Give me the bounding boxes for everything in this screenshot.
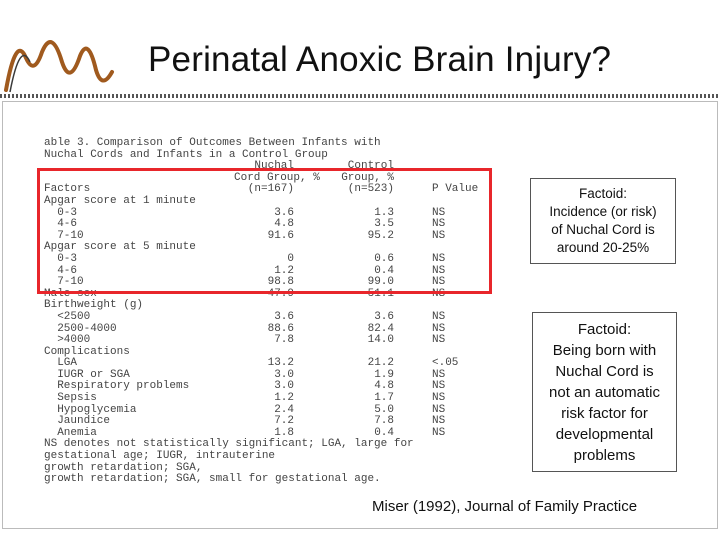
factoid-box-incidence [530, 178, 676, 264]
table-cell: 3.0 [274, 380, 294, 393]
table-cell: 0.4 [374, 264, 394, 277]
table-row [44, 324, 464, 336]
table-row [44, 300, 464, 312]
table-cell: NS [432, 392, 446, 405]
table-cell: 4-6 [44, 264, 78, 277]
table-cell: 3.5 [374, 218, 394, 231]
table-caption: able 3. Comparison of Outcomes Between Infants with [44, 137, 381, 149]
table-cell: 82.4 [367, 322, 394, 335]
table-cell: 0-3 [44, 252, 78, 265]
table-cell: IUGR or SGA [44, 368, 130, 381]
table-row [44, 312, 464, 324]
table-cell: 1.2 [274, 392, 294, 405]
table-cell: 1.2 [274, 264, 294, 277]
table-cell: 4.8 [374, 380, 394, 393]
table-row [44, 416, 464, 428]
table-footnote: NS denotes not statistically significant; LGA, large for [44, 438, 414, 451]
factoid-text: Factoid: Incidence (or risk) of Nuchal Cord is around 20-25% [549, 186, 657, 255]
citation: Miser (1992), Journal of Family Practice [372, 498, 638, 515]
table-cell: 88.6 [267, 322, 294, 335]
table-cell: 51.1 [367, 287, 394, 300]
table-cell: 95.2 [367, 229, 394, 242]
table-cell: NS [432, 276, 446, 289]
table-cell: NS [432, 368, 446, 381]
table-cell: 21.2 [367, 357, 394, 370]
table-cell: 91.6 [267, 229, 294, 242]
table-cell: NS [432, 264, 446, 277]
table-cell: 7.2 [274, 415, 294, 428]
table-footnote: growth retardation; SGA, [44, 461, 203, 474]
table-cell: NS [432, 415, 446, 428]
table-cell: 3.6 [374, 310, 394, 323]
table-cell: 5.0 [374, 403, 394, 416]
table-cell: NS [432, 380, 446, 393]
table-cell: Jaundice [44, 415, 111, 428]
table-cell: 2.4 [274, 403, 294, 416]
table-cell: Sepsis [44, 392, 97, 405]
table-cell: LGA [44, 357, 78, 370]
table-caption: Nuchal Cords and Infants in a Control Group [44, 148, 328, 161]
table-cell: Apgar score at 1 minute [44, 194, 196, 207]
table-row [44, 393, 464, 405]
table-cell: NS [432, 310, 446, 323]
table-cell: NS [432, 252, 446, 265]
table-cell: 1.7 [374, 392, 394, 405]
table-cell: 0-3 [44, 206, 78, 219]
table-cell: NS [432, 206, 446, 219]
table-cell: Birthweight (g) [44, 299, 144, 312]
table-cell: 1.3 [374, 206, 394, 219]
table-cell: NS [432, 426, 446, 439]
table-row [44, 335, 464, 347]
table-cell: 14.0 [367, 334, 394, 347]
table-cell: 0 [287, 252, 294, 265]
table-cell: 3.6 [274, 310, 294, 323]
table-cell: Respiratory problems [44, 380, 190, 393]
table-cell: 3.0 [274, 368, 294, 381]
table-cell: 2500-4000 [44, 322, 117, 335]
slide-title: Perinatal Anoxic Brain Injury? [148, 40, 612, 79]
table-cell: NS [432, 322, 446, 335]
table-row [44, 381, 464, 393]
table-cell: NS [432, 229, 446, 242]
table-cell: Hypoglycemia [44, 403, 137, 416]
factoid-text: Factoid: Being born with Nuchal Cord is not an automatic risk factor for developmental problems [549, 320, 660, 464]
table-cell: NS [432, 334, 446, 347]
table-footnote: growth retardation; SGA, small for gestational age. [44, 473, 381, 486]
table-cell: <.05 [432, 357, 459, 370]
factoid-box-risk [532, 312, 677, 472]
table-cell: >4000 [44, 334, 91, 347]
wave-logo-icon [0, 26, 150, 96]
table-cell: NS [432, 287, 446, 300]
highlight-box [37, 168, 492, 294]
table-row [44, 347, 464, 359]
table-cell: <2500 [44, 310, 91, 323]
table-header-row: Factors (n=167) (n=523) P Value [44, 183, 479, 196]
table-header-row: Cord Group, % Group, % [234, 171, 394, 184]
dotted-divider [0, 93, 720, 99]
table-cell: 7-10 [44, 229, 84, 242]
table-cell: 4-6 [44, 218, 78, 231]
table-cell: 7.8 [274, 334, 294, 347]
table-footnote: gestational age; IUGR, intrauterine [44, 450, 276, 463]
table-cell: 47.9 [267, 287, 294, 300]
table-cell: 1.8 [274, 426, 294, 439]
table-cell: NS [432, 403, 446, 416]
table-cell: 98.8 [267, 276, 294, 289]
table-cell: Apgar score at 5 minute [44, 241, 196, 254]
table-cell: 4.8 [274, 218, 294, 231]
table-cell: 7.8 [374, 415, 394, 428]
table-cell: 13.2 [267, 357, 294, 370]
table-cell: 99.0 [367, 276, 394, 289]
table-cell: 3.6 [274, 206, 294, 219]
table-cell: 7-10 [44, 276, 84, 289]
table-cell: Male sex [44, 287, 97, 300]
table-cell: NS [432, 218, 446, 231]
table-header-row: Nuchal Control [254, 160, 394, 173]
table-cell: 1.9 [374, 368, 394, 381]
table-cell: Anemia [44, 426, 97, 439]
table-cell: 0.6 [374, 252, 394, 265]
table-cell: Complications [44, 345, 130, 358]
table-cell: 0.4 [374, 426, 394, 439]
